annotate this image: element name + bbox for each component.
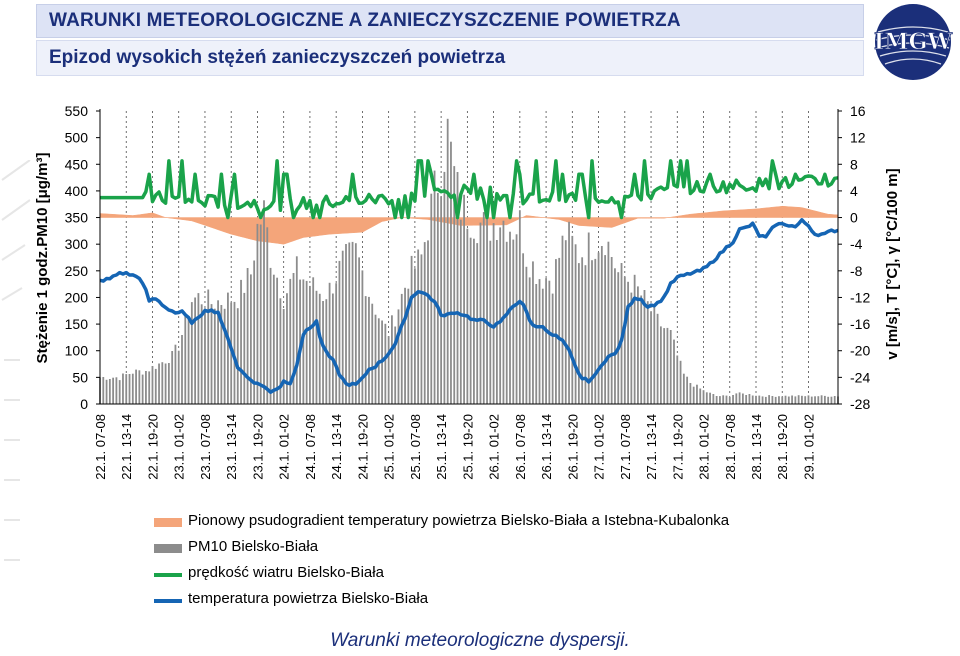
pm10-bar	[516, 234, 518, 404]
pm10-bar	[817, 396, 819, 404]
pm10-bar	[611, 257, 613, 404]
pm10-bar	[116, 377, 118, 404]
pm10-bar	[798, 395, 800, 404]
pm10-bar	[486, 214, 488, 404]
right-tick-label: -20	[850, 342, 871, 359]
pm10-bar	[194, 298, 196, 405]
pm10-bar	[168, 363, 170, 404]
x-tick-label: 27.1. 01-02	[591, 414, 607, 480]
pm10-bar	[732, 395, 734, 404]
right-tick-label: 0	[850, 209, 858, 226]
pm10-bar	[112, 378, 114, 404]
pm10-bar	[722, 395, 724, 404]
right-tick-label: -24	[850, 369, 871, 386]
pm10-bar	[463, 195, 465, 404]
pm10-bar	[824, 396, 826, 404]
pm10-bar	[178, 351, 180, 404]
pm10-bar	[306, 281, 308, 404]
x-tick-label: 25.1. 01-02	[381, 414, 397, 480]
pm10-bar	[257, 224, 259, 404]
pm10-bar	[421, 254, 423, 404]
pm10-bar	[335, 283, 337, 404]
pm10-bar	[240, 280, 242, 404]
pm10-bar	[719, 396, 721, 404]
pm10-bar	[726, 396, 728, 404]
pm10-bar	[814, 396, 816, 404]
pm10-bar	[667, 328, 669, 404]
pm10-bar	[201, 304, 203, 404]
pm10-bar	[175, 345, 177, 404]
x-tick-label: 27.1. 13-14	[644, 414, 659, 480]
pm10-bar	[555, 259, 557, 404]
pm10-bar	[348, 243, 350, 405]
pm10-bar	[834, 396, 836, 404]
pm10-bar	[683, 374, 685, 404]
page-subtitle: Epizod wysokich stężeń zanieczyszczeń powietrza	[49, 47, 506, 68]
gradient-area	[100, 206, 838, 244]
pm10-bar	[686, 377, 688, 404]
pm10-bar	[293, 273, 295, 404]
pm10-bar	[772, 396, 774, 404]
pm10-bar	[821, 395, 823, 404]
pm10-bar	[781, 397, 783, 404]
pm10-bar	[142, 375, 144, 404]
pm10-bar	[181, 335, 183, 404]
pm10-bar	[404, 288, 406, 404]
legend-line-temp	[154, 599, 182, 603]
pm10-bar	[503, 221, 505, 404]
legend-label-pm10: PM10 Bielsko-Biała	[188, 538, 319, 555]
pm10-bar	[106, 380, 108, 404]
pm10-bar	[276, 278, 278, 404]
left-tick-label: 0	[80, 396, 88, 412]
x-tick-label: 22.1. 07-08	[93, 414, 108, 480]
pm10-bar	[627, 282, 629, 404]
right-tick-label: -8	[850, 262, 863, 279]
pm10-bar	[542, 289, 544, 404]
pm10-bar	[571, 236, 573, 404]
pm10-bar	[273, 275, 275, 404]
pm10-bar	[535, 284, 537, 404]
pm10-bar	[224, 309, 226, 404]
x-tick-label: 23.1. 13-14	[224, 414, 240, 480]
pm10-bar	[509, 232, 511, 404]
x-tick-label: 28.1. 07-08	[722, 414, 738, 480]
left-tick-label: 350	[64, 209, 88, 226]
pm10-bar	[125, 374, 127, 404]
pm10-bar	[155, 369, 157, 404]
legend-swatch-pm10	[154, 544, 182, 553]
pm10-bar	[362, 270, 364, 404]
pm10-bar	[247, 268, 249, 404]
right-tick-label: -28	[850, 396, 871, 412]
pm10-bar	[188, 318, 190, 404]
pm10-bar	[207, 290, 209, 405]
pm10-bar	[371, 304, 373, 404]
pm10-bar	[493, 223, 495, 404]
pm10-bar	[663, 328, 665, 404]
pm10-bar	[775, 397, 777, 404]
pm10-bar	[198, 293, 200, 404]
pm10-bar	[129, 374, 131, 404]
pm10-bar	[729, 397, 731, 404]
left-tick-label: 300	[64, 236, 88, 253]
pm10-bar	[109, 379, 111, 404]
pm10-bar	[801, 396, 803, 404]
pm10-bar	[562, 236, 564, 404]
pm10-bar	[388, 336, 390, 404]
pm10-bar	[411, 256, 413, 404]
pm10-bar	[214, 309, 216, 404]
pm10-bar	[670, 330, 672, 404]
pm10-bar	[601, 246, 603, 404]
x-tick-label: 22.1. 13-14	[119, 414, 135, 480]
pm10-bar	[585, 265, 587, 404]
pm10-bar	[591, 260, 593, 404]
pm10-bar	[831, 397, 833, 404]
left-tick-label: 50	[72, 369, 88, 386]
pm10-bar	[286, 293, 288, 404]
x-tick-label: 27.1. 07-08	[617, 414, 633, 480]
x-tick-label: 23.1. 01-02	[171, 414, 187, 480]
x-tick-label: 29.1. 01-02	[801, 414, 817, 480]
pm10-bar	[794, 396, 796, 404]
left-tick-label: 450	[64, 156, 88, 173]
pm10-bar	[539, 279, 541, 404]
pm10-bar	[152, 366, 154, 404]
pm10-bar	[690, 383, 692, 404]
x-tick-label: 23.1. 07-08	[198, 414, 213, 480]
pm10-bar	[716, 396, 718, 404]
x-tick-label: 27.1. 19-20	[670, 414, 686, 480]
x-tick-label: 24.1. 19-20	[355, 414, 371, 480]
pm10-bar	[165, 364, 167, 405]
pm10-bar	[450, 142, 452, 404]
pm10-bar	[526, 267, 528, 404]
pm10-bar	[483, 212, 485, 404]
legend-label-gradient: Pionowy psudogradient temperatury powietrza Bielsko-Biała a Istebna-Kubalonka	[188, 512, 730, 529]
pm10-bar	[827, 397, 829, 404]
pm10-bar	[699, 389, 701, 405]
pm10-bar	[319, 294, 321, 404]
pm10-bar	[604, 255, 606, 404]
pm10-bar	[401, 294, 403, 404]
x-tick-label: 22.1. 19-20	[145, 414, 161, 480]
logo-text: IMGW	[873, 29, 953, 55]
pm10-bar-series	[99, 119, 839, 404]
pm10-bar	[375, 315, 377, 404]
pm10-bar	[765, 397, 767, 404]
pm10-bar	[444, 172, 446, 404]
x-tick-label: 23.1. 19-20	[250, 414, 266, 480]
pm10-bar	[696, 385, 698, 404]
pm10-bar	[532, 261, 534, 404]
x-tick-label: 25.1. 19-20	[460, 414, 476, 480]
pm10-bar	[270, 268, 272, 404]
left-axis-title: Stężenie 1 godz.PM10 [μg/m³]	[34, 152, 51, 364]
left-tick-label: 400	[64, 182, 88, 199]
pm10-bar	[158, 364, 160, 405]
pm10-bar	[588, 233, 590, 405]
footer-caption: Warunki meteorologiczne dyspersji.	[330, 630, 630, 651]
pm10-bar	[634, 275, 636, 404]
pm10-bar	[749, 394, 751, 404]
pm10-bar	[138, 370, 140, 404]
pm10-bar	[614, 268, 616, 404]
pm10-bar	[650, 312, 652, 404]
pm10-bar	[519, 210, 521, 404]
pm10-bar	[391, 315, 393, 404]
legend-label-wind: prędkość wiatru Bielsko-Biała	[188, 564, 384, 581]
legend-line-wind	[154, 573, 182, 577]
pm10-bar	[529, 277, 531, 404]
pm10-bar	[703, 390, 705, 404]
right-tick-label: -16	[850, 316, 871, 333]
pm10-bar	[785, 396, 787, 404]
left-tick-label: 550	[64, 103, 88, 119]
legend-swatch-gradient	[154, 518, 182, 527]
pm10-bar	[739, 392, 741, 404]
pm10-bar	[653, 306, 655, 404]
pm10-bar	[309, 286, 311, 404]
x-tick-label: 26.1. 19-20	[565, 414, 581, 480]
pm10-bar	[460, 220, 462, 404]
page-title: WARUNKI METEOROLOGICZNE A ZANIECZYSZCZENIE POWIETRZA	[49, 10, 681, 31]
pm10-bar	[578, 263, 580, 404]
x-tick-label: 28.1. 01-02	[696, 414, 712, 480]
pm10-bar	[735, 393, 737, 404]
pm10-bar	[755, 396, 757, 404]
pm10-bar	[243, 293, 245, 404]
pm10-bar	[752, 396, 754, 405]
pm10-bar	[624, 277, 626, 404]
pm10-bar	[637, 286, 639, 404]
pm10-bar	[260, 225, 262, 405]
pm10-bar	[296, 256, 298, 404]
right-tick-label: -4	[850, 236, 863, 253]
right-tick-label: 16	[850, 103, 866, 119]
pm10-bar	[811, 397, 813, 404]
pm10-bar	[575, 244, 577, 404]
pm10-bar	[712, 394, 714, 404]
right-axis-title: v [m/s], T [°C], γ [°C/100 m]	[884, 168, 901, 360]
pm10-bar	[148, 371, 150, 404]
pm10-bar	[640, 296, 642, 405]
pm10-bar	[706, 392, 708, 404]
pm10-bar	[414, 268, 416, 404]
pm10-bar	[804, 396, 806, 404]
pm10-bar	[237, 308, 239, 404]
pm10-bar	[227, 293, 229, 404]
pm10-bar	[594, 259, 596, 404]
pm10-bar	[630, 293, 632, 404]
pm10-bar	[598, 253, 600, 405]
pm10-bar	[768, 395, 770, 404]
pm10-bar	[329, 283, 331, 404]
wind-line	[100, 161, 838, 218]
x-tick-label: 26.1. 07-08	[512, 414, 528, 480]
pm10-bar	[266, 227, 268, 404]
right-tick-label: 8	[850, 156, 858, 173]
pm10-bar	[657, 314, 659, 404]
pm10-bar	[204, 308, 206, 404]
x-tick-label: 24.1. 13-14	[329, 414, 345, 480]
left-tick-label: 100	[64, 342, 88, 359]
pm10-bar	[312, 277, 314, 404]
right-tick-label: -12	[850, 289, 871, 306]
pm10-bar	[489, 241, 491, 404]
pm10-bar	[617, 272, 619, 404]
pm10-bar	[384, 324, 386, 404]
pm10-bar	[548, 281, 550, 404]
right-tick-label: 4	[850, 182, 858, 199]
left-tick-label: 150	[64, 316, 88, 333]
pm10-bar	[417, 250, 419, 405]
pm10-bar	[673, 340, 675, 404]
x-tick-label: 26.1. 01-02	[486, 414, 502, 480]
legend-label-temp: temperatura powietrza Bielsko-Biała	[188, 590, 429, 607]
pm10-bar	[758, 396, 760, 404]
pm10-bar	[660, 326, 662, 404]
pm10-bar	[437, 193, 439, 404]
pm10-bar	[499, 227, 501, 404]
x-tick-label: 28.1. 13-14	[749, 414, 764, 480]
pm10-bar	[132, 374, 134, 404]
pm10-bar	[512, 240, 514, 404]
pm10-bar	[122, 374, 124, 405]
pm10-bar	[332, 294, 334, 405]
pm10-bar	[427, 240, 429, 404]
pm10-bar	[476, 243, 478, 404]
left-tick-label: 500	[64, 129, 88, 146]
pm10-bar	[263, 200, 265, 404]
pm10-bar	[480, 223, 482, 404]
pm10-bar	[119, 380, 121, 404]
pm10-bar	[434, 171, 436, 404]
pm10-bar	[762, 396, 764, 404]
pm10-bar	[440, 196, 442, 404]
pm10-bar	[680, 361, 682, 404]
left-tick-label: 200	[64, 289, 88, 306]
pm10-bar	[568, 222, 570, 404]
pm10-bar	[545, 278, 547, 404]
pm10-bar	[808, 395, 810, 404]
pm10-bar	[184, 314, 186, 404]
pm10-bar	[788, 397, 790, 405]
pm10-bar	[316, 291, 318, 404]
pm10-bar	[102, 377, 104, 404]
pm10-bar	[565, 240, 567, 404]
pm10-bar	[424, 242, 426, 404]
right-tick-label: 12	[850, 129, 866, 146]
pm10-bar	[250, 274, 252, 404]
pm10-bar	[352, 242, 354, 404]
pm10-bar	[145, 371, 147, 404]
x-tick-label: 24.1. 01-02	[276, 414, 292, 480]
pm10-bar	[283, 309, 285, 404]
x-tick-label: 25.1. 13-14	[434, 414, 450, 480]
pm10-bar	[355, 243, 357, 404]
pm10-bar	[558, 258, 560, 404]
pm10-bar	[778, 396, 780, 404]
pm10-bar	[647, 301, 649, 404]
pm10-bar	[745, 395, 747, 404]
pm10-bar	[398, 309, 400, 404]
pm10-bar	[191, 302, 193, 404]
pm10-bar	[365, 296, 367, 404]
pm10-bar	[608, 242, 610, 404]
pm10-bar	[447, 119, 449, 404]
left-tick-label: 250	[64, 262, 88, 279]
pm10-bar	[211, 304, 213, 404]
pm10-bar	[339, 261, 341, 404]
pm10-bar	[791, 396, 793, 405]
pm10-bar	[581, 257, 583, 404]
pm10-bar	[368, 297, 370, 404]
pm10-bar	[742, 394, 744, 405]
pm10-bar	[135, 370, 137, 404]
pm10-bar	[676, 356, 678, 405]
pm10-bar	[171, 351, 173, 404]
pm10-bar	[322, 301, 324, 404]
pm10-bar	[552, 294, 554, 404]
x-tick-label: 28.1. 19-20	[775, 414, 791, 480]
pm10-bar	[709, 393, 711, 404]
pm10-bar	[161, 362, 163, 404]
x-tick-label: 25.1. 07-08	[407, 414, 423, 480]
pm10-bar	[506, 242, 508, 404]
x-tick-label: 24.1. 07-08	[302, 414, 318, 480]
x-tick-label: 26.1. 13-14	[539, 414, 555, 480]
gradient-area-series	[100, 206, 838, 244]
pm10-bar	[693, 387, 695, 404]
pm10-bar	[522, 253, 524, 404]
